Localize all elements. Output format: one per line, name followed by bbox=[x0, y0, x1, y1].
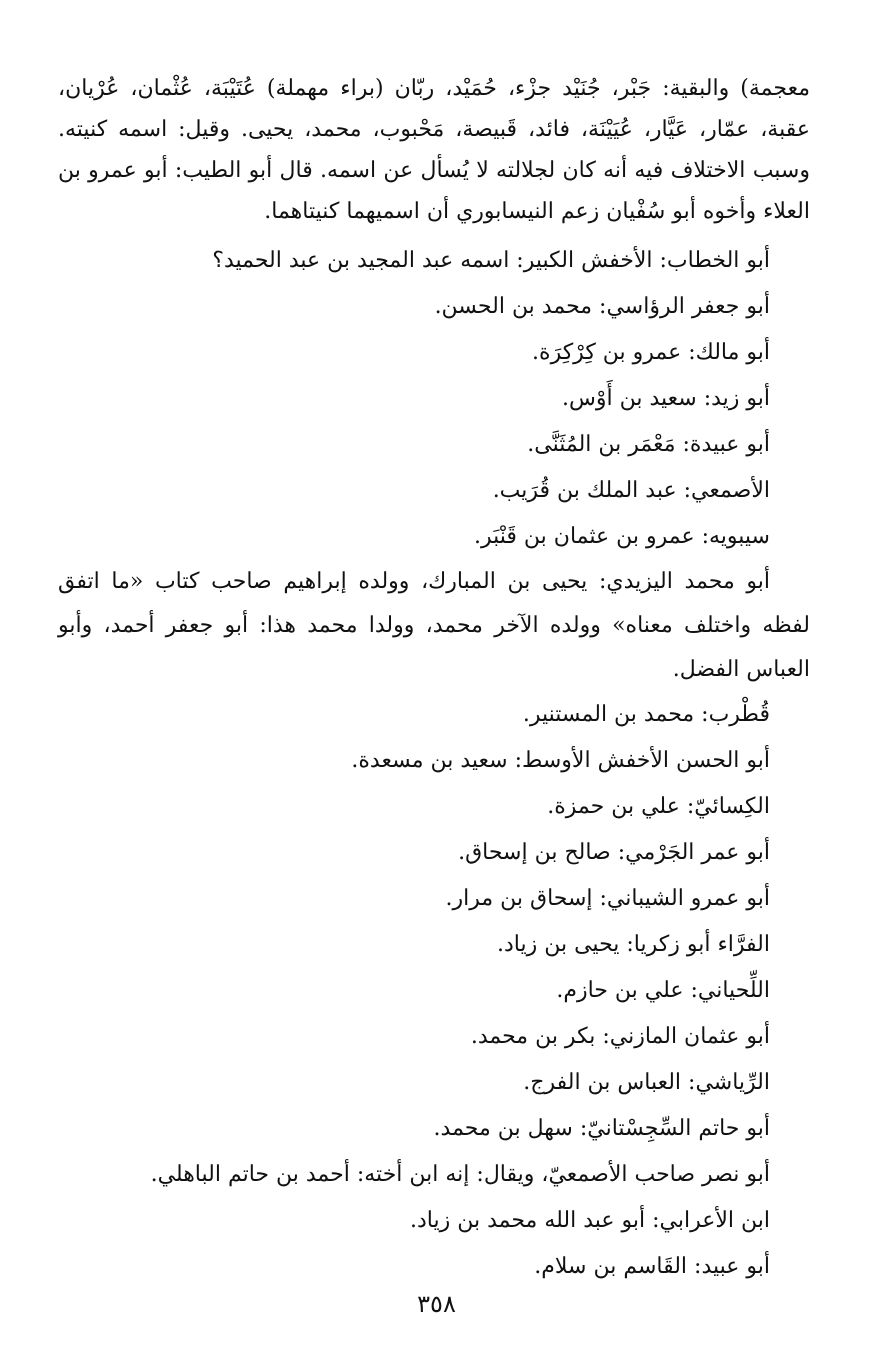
entry-abu-zayd: أبو زيد: سعيد بن أَوْس. bbox=[562, 386, 770, 411]
intro-paragraph: معجمة) والبقية: جَبْر، جُنَيْد جزْء، حُمَيْد، ربّان (براء مهملة) عُتَيْبَة، عُثْمان، عُرْيان، عقبة، عمّار، عَيَّار، عُيَيْنَة، فائد، قَبيصة، مَحْبوب، محمد، يحيى. وقيل: اسمه كنيته. وسبب الاختلاف فيه أنه كان لجلالته لا يُسأل عن اسمه. قال أبو الطيب: أبو عمرو بن العلاء وأخوه أبو سُفْيان زعم النيسابوري أن اسميهما كنيتاهما. bbox=[58, 76, 810, 224]
entry-al-riyashi: الرِّياشي: العباس بن الفرج. bbox=[523, 1070, 770, 1095]
entry-abu-malik: أبو مالك: عمرو بن كِرْكِرَة. bbox=[532, 340, 770, 365]
entry-al-asmai: الأصمعي: عبد الملك بن قُرَيب. bbox=[492, 478, 770, 503]
entry-abu-amr-al-shaybani: أبو عمرو الشيباني: إسحاق بن مرار. bbox=[445, 886, 770, 911]
entry-ibn-al-arabi: ابن الأعرابي: أبو عبد الله محمد بن زياد. bbox=[409, 1208, 770, 1233]
page-body bbox=[58, 68, 810, 1290]
entry-abu-umar-al-jarmi: أبو عمر الجَرْمي: صالح بن إسحاق. bbox=[458, 840, 770, 865]
entry-abu-hatim-al-sijistani: أبو حاتم السِّجِسْتانيّ: سهل بن محمد. bbox=[433, 1116, 770, 1141]
entry-qutrub: قُطْرب: محمد بن المستنير. bbox=[522, 702, 770, 727]
entry-sibawayh: سيبويه: عمرو بن عثمان بن قَنْبَر. bbox=[474, 524, 770, 549]
entry-abu-uthman-al-mazini: أبو عثمان المازني: بكر بن محمد. bbox=[470, 1024, 770, 1049]
entry-abu-ubayd: أبو عبيد: القَاسم بن سلام. bbox=[534, 1254, 770, 1279]
entry-abu-jafar-al-ruasi: أبو جعفر الرؤاسي: محمد بن الحسن. bbox=[434, 294, 770, 319]
entry-al-farra: الفرَّاء أبو زكريا: يحيى بن زياد. bbox=[497, 932, 770, 957]
page-number: ٣٥٨ bbox=[417, 1290, 456, 1318]
entry-al-lihyani: اللِّحياني: علي بن حازم. bbox=[556, 978, 770, 1003]
entry-al-kisai: الكِسائيّ: علي بن حمزة. bbox=[547, 794, 770, 819]
entry-abu-ubayda: أبو عبيدة: مَعْمَر بن المُثَنَّى. bbox=[527, 432, 770, 457]
entry-abu-al-khattab: أبو الخطاب: الأخفش الكبير: اسمه عبد المجيد بن عبد الحميد؟ bbox=[212, 248, 770, 273]
entry-al-akhfash-al-awsat: أبو الحسن الأخفش الأوسط: سعيد بن مسعدة. bbox=[351, 748, 770, 773]
entry-abu-muhammad-al-yazidi: أبو محمد اليزيدي: يحيى بن المبارك، وولده إبراهيم صاحب كتاب «ما اتفق لفظه واختلف معناه» وولده الآخر محمد، وولدا محمد هذا: أبو جعفر أحمد، وأبو العباس الفضل. bbox=[58, 569, 810, 682]
entry-abu-nasr: أبو نصر صاحب الأصمعيّ، ويقال: إنه ابن أخته: أحمد بن حاتم الباهلي. bbox=[150, 1162, 770, 1187]
